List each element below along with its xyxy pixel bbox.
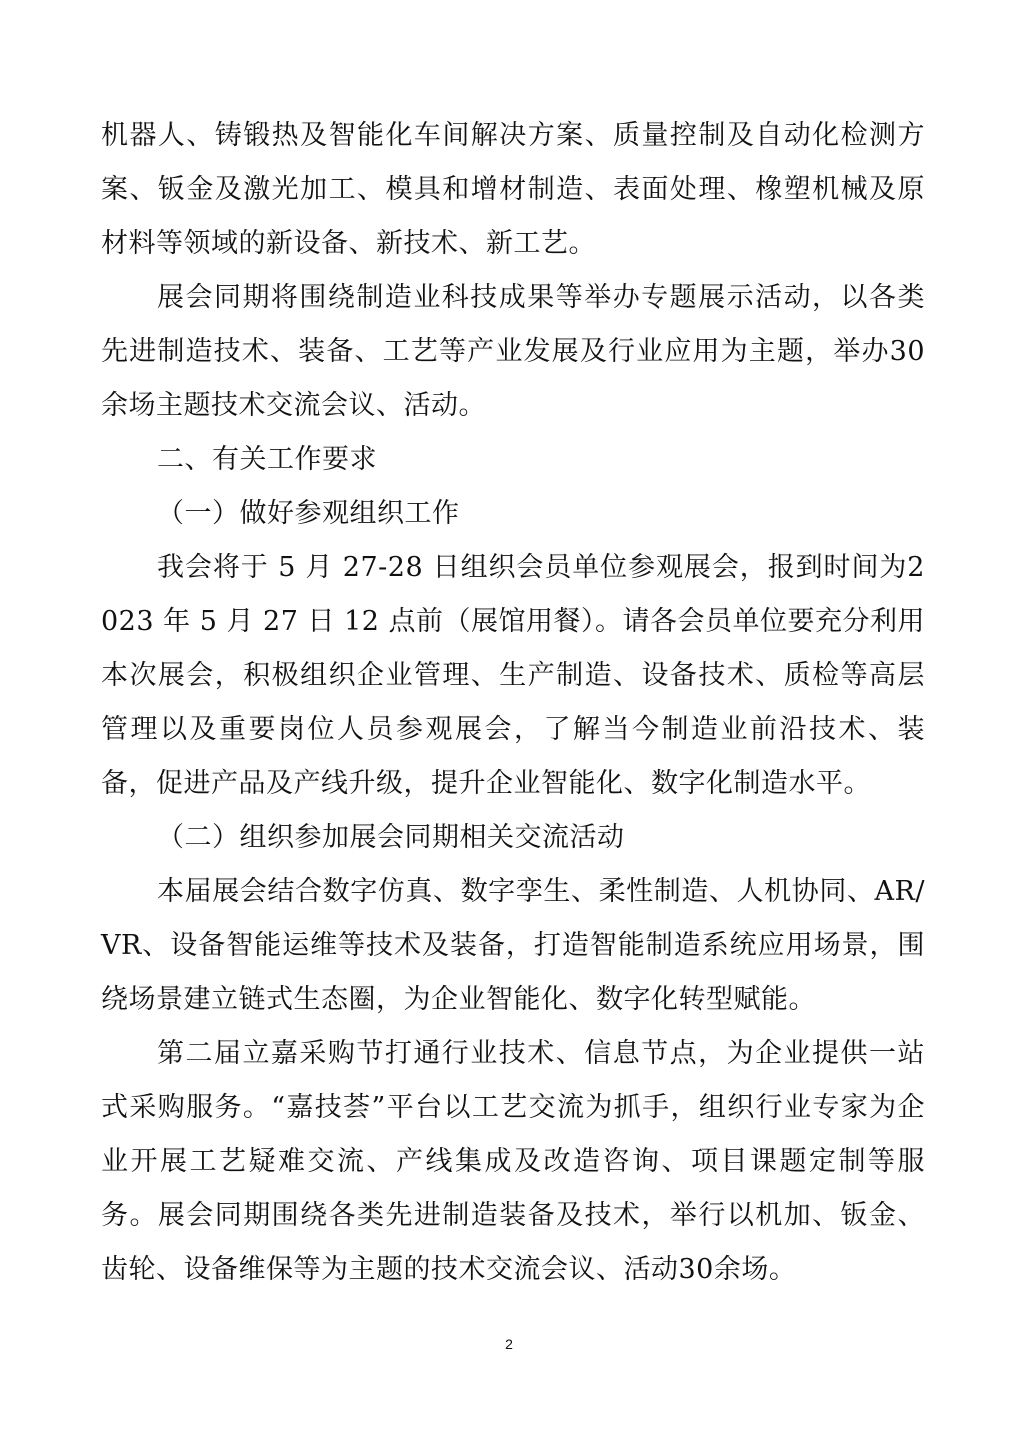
subheading-exchange-activities: （二）组织参加展会同期相关交流活动 bbox=[157, 822, 625, 853]
section-heading-work-requirements: 二、有关工作要求 bbox=[157, 444, 377, 475]
paragraph-technologies: 本届展会结合数字仿真、数字孪生、柔性制造、人机协同、AR/VR、设备智能运维等技术及装备，打造智能制造系统应用场景，围绕场景建立链式生态圈，为企业智能化、数字化转型赋能。 bbox=[101, 876, 925, 1015]
paragraph-visit-details: 我会将于 5 月 27-28 日组织会员单位参观展会，报到时间为2023 年 5 月 27 日 12 点前（展馆用餐）。请各会员单位要充分利用本次展会，积极组织企业管理、生产制造、设备技术、质检等高层管理以及重要岗位人员参观展会，了解当今制造业前沿技术、装备，促进产品及产线升级，提升企业智能化、数字化制造水平。 bbox=[101, 552, 926, 799]
paragraph-continuation: 机器人、铸锻热及智能化车间解决方案、质量控制及自动化检测方案、钣金及激光加工、模具和增材制造、表面处理、橡塑机械及原材料等领域的新设备、新技术、新工艺。 bbox=[101, 120, 925, 259]
paragraph-exhibition-activities: 展会同期将围绕制造业科技成果等举办专题展示活动，以各类先进制造技术、装备、工艺等产业发展及行业应用为主题，举办30余场主题技术交流会议、活动。 bbox=[101, 282, 925, 421]
subheading-visit-organization: （一）做好参观组织工作 bbox=[157, 498, 460, 529]
paragraph-procurement-festival: 第二届立嘉采购节打通行业技术、信息节点，为企业提供一站式采购服务。“嘉技荟”平台以工艺交流为抓手，组织行业专家为企业开展工艺疑难交流、产线集成及改造咨询、项目课题定制等服务。展会同期围绕各类先进制造装备及技术，举行以机加、钣金、齿轮、设备维保等为主题的技术交流会议、活动30余场。 bbox=[101, 1038, 925, 1285]
page-number: 2 bbox=[505, 1336, 513, 1352]
document-body bbox=[101, 109, 925, 1297]
